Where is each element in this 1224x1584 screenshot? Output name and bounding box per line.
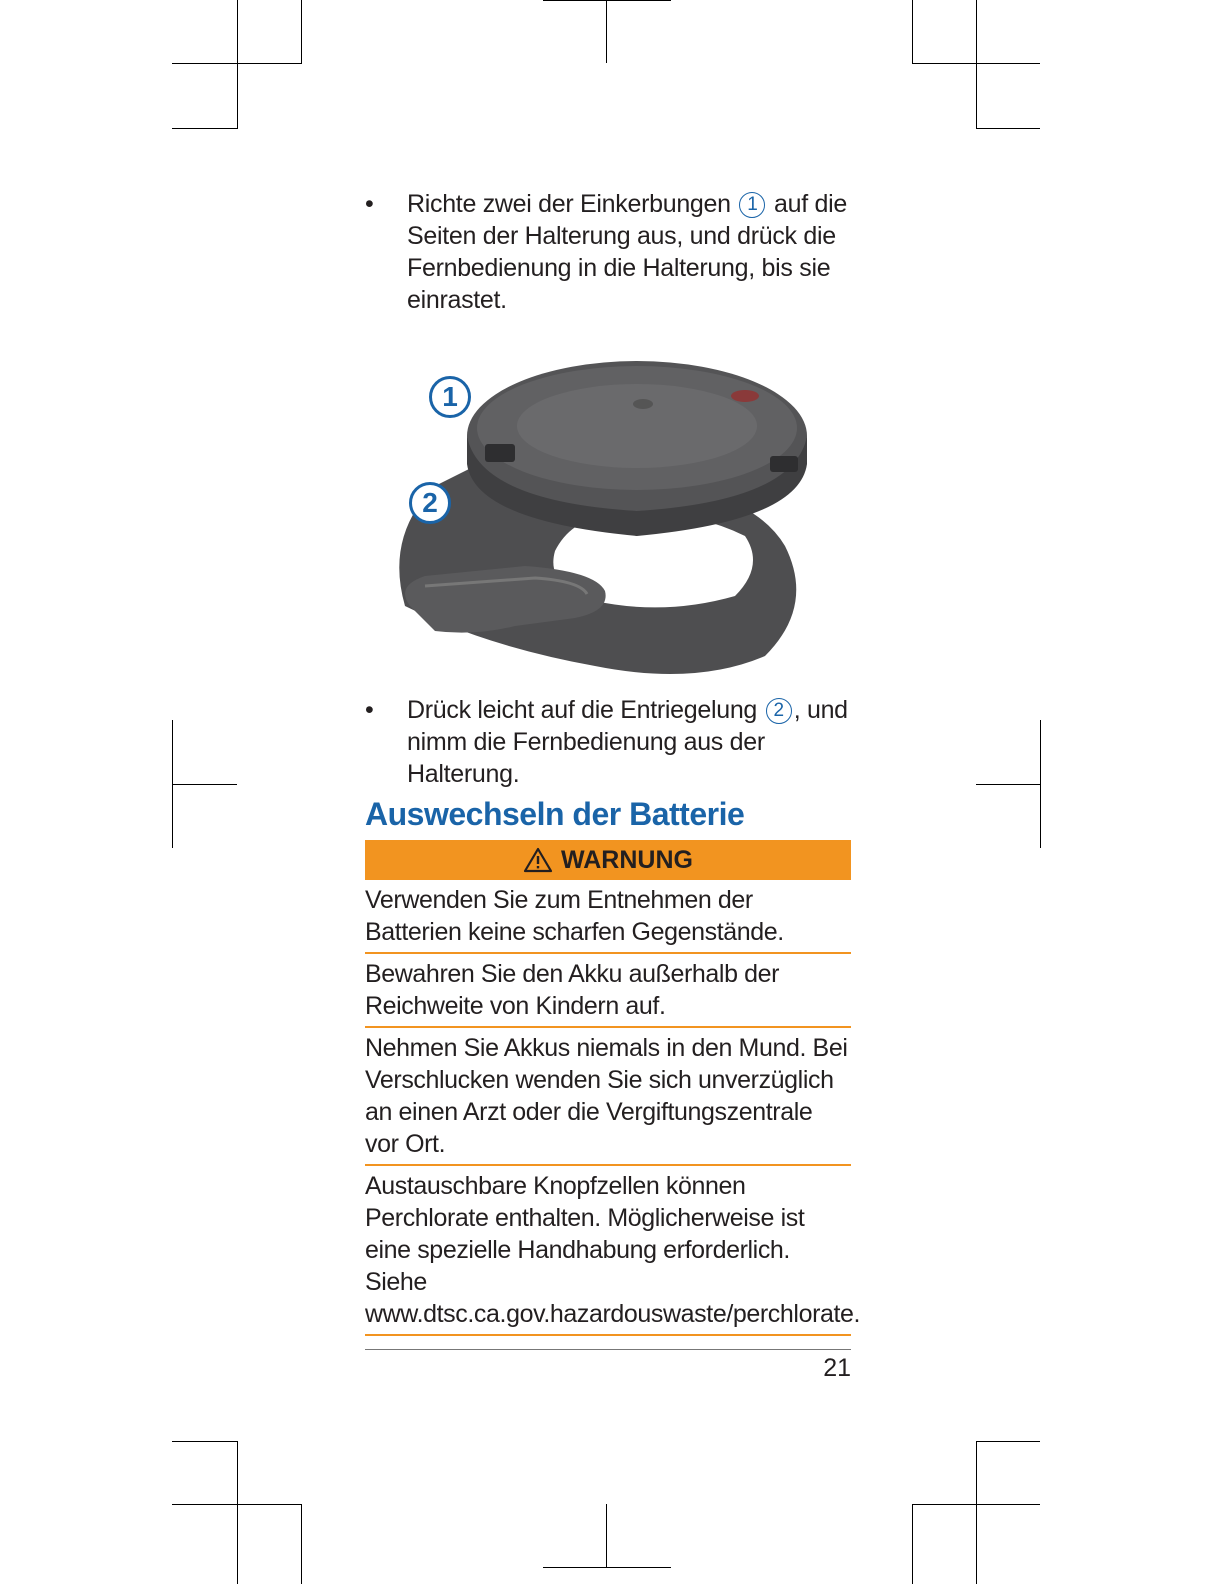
warning-item: Bewahren Sie den Akku außerhalb der Reichweite von Kindern auf. bbox=[365, 954, 851, 1028]
warning-item: Austauschbare Knopfzellen können Perchlorate enthalten. Möglicherweise ist eine spezielle Handhabung erforderlich. Siehe www.dtsc.ca.gov.hazardouswaste/perchlorate. bbox=[365, 1166, 851, 1336]
marker-2: 2 bbox=[766, 698, 792, 724]
remote-mount-illustration bbox=[365, 336, 851, 676]
instruction-attach-text-after: auf die Seiten der Halterung aus, und drück die Fernbedienung in die Halterung, bis sie einrastet. bbox=[407, 190, 848, 314]
bullet-point: • bbox=[365, 696, 374, 724]
page-content bbox=[365, 188, 861, 1336]
instruction-attach bbox=[365, 188, 851, 316]
page-number: 21 bbox=[823, 1354, 851, 1382]
callout-2: 2 bbox=[409, 482, 451, 524]
warning-item: Nehmen Sie Akkus niemals in den Mund. Bei Verschlucken wenden Sie sich unverzüglich an einen Arzt oder die Vergiftungszentrale vor Ort. bbox=[365, 1028, 851, 1166]
marker-1: 1 bbox=[739, 192, 765, 218]
instruction-release bbox=[365, 694, 851, 790]
callout-1: 1 bbox=[429, 376, 471, 418]
warning-triangle-icon bbox=[523, 847, 553, 873]
instruction-release-text-before: Drück leicht auf die Entriegelung bbox=[407, 696, 758, 724]
instruction-release-text-after: , und nimm die Fernbedienung aus der Halterung. bbox=[407, 696, 848, 788]
section-heading: Auswechseln der Batterie bbox=[365, 796, 745, 832]
warning-item: Verwenden Sie zum Entnehmen der Batterien keine scharfen Gegenstände. bbox=[365, 880, 851, 954]
bullet-point: • bbox=[365, 190, 374, 218]
footer-divider bbox=[365, 1349, 851, 1350]
instruction-attach-text-before: Richte zwei der Einkerbungen bbox=[407, 190, 731, 218]
warning-label: WARNUNG bbox=[561, 845, 693, 874]
warning-banner bbox=[365, 840, 851, 880]
